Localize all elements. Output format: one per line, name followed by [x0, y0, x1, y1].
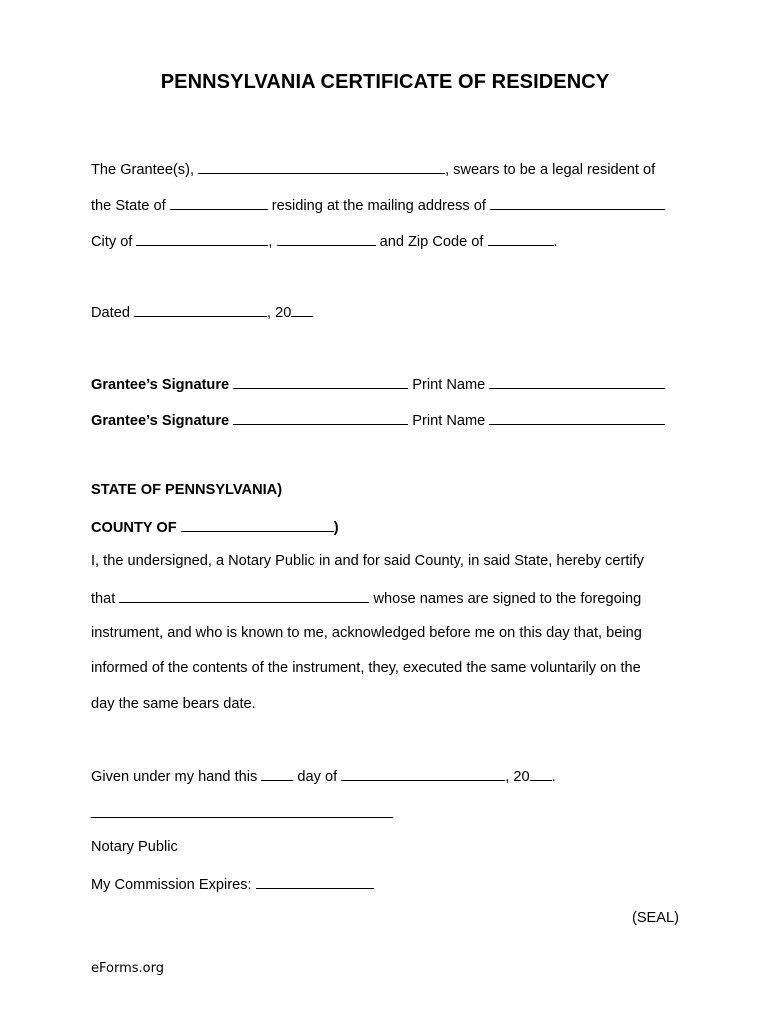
grantee-line-3	[91, 231, 558, 251]
notary-paragraph-line-2	[91, 588, 641, 608]
given-year-field[interactable]	[530, 766, 552, 781]
state-field[interactable]	[170, 195, 268, 210]
city-prefix: City of	[91, 234, 133, 250]
grantee-line-2	[91, 195, 665, 215]
notary-paragraph-line-1: I, the undersigned, a Notary Public in and for said County, in said State, hereby certify	[91, 553, 644, 569]
given-day-field[interactable]	[261, 766, 293, 781]
grantee-signature-field[interactable]	[233, 374, 408, 389]
signature-row-2	[91, 410, 665, 430]
grantee-signature-label: Grantee’s Signature	[91, 377, 230, 393]
notary-state-line: STATE OF PENNSYLVANIA)	[91, 482, 283, 498]
state-prefix: the State of	[91, 198, 166, 214]
county-paren: )	[333, 520, 339, 536]
given-year-prefix: , 20	[505, 769, 530, 785]
grantee-name-field[interactable]	[198, 159, 445, 174]
line3-period: .	[553, 234, 558, 250]
city-extra-field[interactable]	[277, 231, 376, 246]
signer-names-field[interactable]	[119, 588, 369, 603]
signature-row-1	[91, 374, 665, 394]
given-under-hand-line	[91, 766, 556, 786]
commission-line	[91, 874, 374, 894]
day-of-label: day of	[297, 769, 338, 785]
notary-paragraph-line-5: day the same bears date.	[91, 696, 256, 712]
given-label: Given under my hand this	[91, 769, 258, 785]
grantee-suffix: , swears to be a legal resident of	[445, 162, 656, 178]
print-name-label: Print Name	[412, 413, 486, 429]
notary-paragraph-line-3: instrument, and who is known to me, acknowledged before me on this day that, being	[91, 625, 642, 641]
commission-label: My Commission Expires:	[91, 877, 252, 893]
print-name-field[interactable]	[489, 374, 665, 389]
zip-code-field[interactable]	[488, 231, 554, 246]
address-label: residing at the mailing address of	[271, 198, 486, 214]
dated-label: Dated	[91, 305, 130, 321]
grantee-prefix: The Grantee(s),	[91, 162, 195, 178]
city-comma: ,	[268, 234, 273, 250]
notary-public-label: Notary Public	[91, 839, 178, 855]
dated-year-field[interactable]	[291, 302, 313, 317]
given-month-field[interactable]	[341, 766, 505, 781]
county-label: COUNTY OF	[91, 520, 177, 536]
notary-county-line	[91, 517, 339, 537]
seal-label: (SEAL)	[631, 910, 679, 926]
dated-date-field[interactable]	[134, 302, 267, 317]
notary-signature-line[interactable]	[91, 817, 393, 818]
footer-brand: eForms.org	[91, 961, 164, 976]
city-field[interactable]	[136, 231, 268, 246]
given-period: .	[551, 769, 556, 785]
dated-year-prefix: , 20	[267, 305, 292, 321]
commission-expiry-field[interactable]	[256, 874, 374, 889]
dated-line	[91, 302, 313, 322]
print-name-label: Print Name	[412, 377, 486, 393]
notary-paragraph-line-4: informed of the contents of the instrument, they, executed the same voluntarily on the	[91, 660, 641, 676]
grantee-line-1	[91, 159, 655, 179]
grantee-signature-field[interactable]	[233, 410, 408, 425]
county-field[interactable]	[181, 517, 334, 532]
mailing-address-field[interactable]	[490, 195, 665, 210]
print-name-field[interactable]	[489, 410, 665, 425]
that-label: that	[91, 591, 116, 607]
zip-label: and Zip Code of	[379, 234, 484, 250]
para-line2-suffix: whose names are signed to the foregoing	[373, 591, 642, 607]
document-title: PENNSYLVANIA CERTIFICATE OF RESIDENCY	[160, 71, 610, 93]
grantee-signature-label: Grantee’s Signature	[91, 413, 230, 429]
